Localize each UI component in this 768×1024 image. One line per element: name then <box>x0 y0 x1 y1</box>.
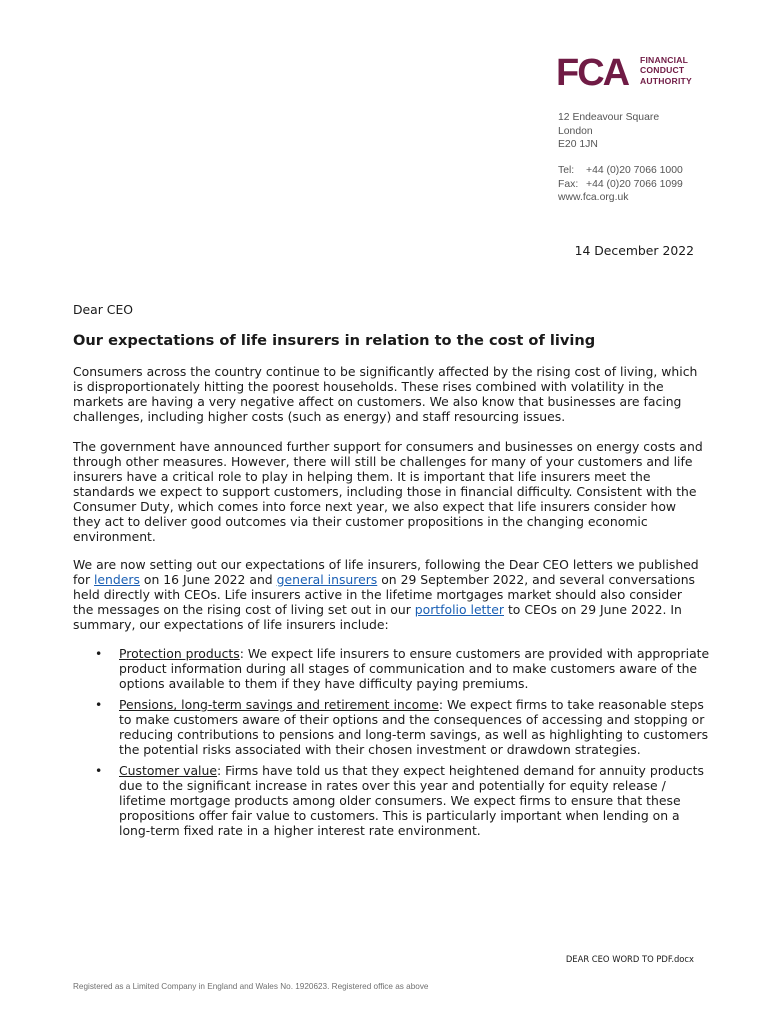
contact-block <box>558 164 683 205</box>
contact-fax <box>558 178 683 192</box>
fax-label: Fax: <box>558 178 579 190</box>
registration-footer: Registered as a Limited Company in England and Wales No. 1920623. Registered office as above <box>73 982 429 991</box>
list-item <box>73 697 713 757</box>
paragraph-3 <box>73 557 703 632</box>
paragraph-2: The government have announced further support for consumers and businesses on energy costs and through other measures. However, there will still be challenges for many of your customers and life insurers have a critical role to play in helping them. It is important that life insurers meet the standards we expect to support customers, including those in financial difficulty. Consistent with the Consumer Duty, which comes into force next year, we also expect that life insurers consider how they act to deliver good outcomes via their customer propositions in the changing economic environment. <box>73 439 703 544</box>
bullet-glyph: • <box>95 697 103 712</box>
bullet-glyph: • <box>95 646 103 661</box>
bullet-text: : We expect firms to take reasonable steps to make customers aware of their options and the consequences of accessing and stopping or reducing contributions to pensions and long-term savings, as well as highlighting to customers the potential risks associated with their chosen investment or drawdown strategies. <box>119 697 709 757</box>
paragraph-1: Consumers across the country continue to be significantly affected by the rising cost of living, which is disproportionately hitting the poorest households. These rises combined with volatility in the markets are having a very negative affect on customers. We also know that businesses are facing challenges, including higher costs (such as energy) and staff resourcing issues. <box>73 364 698 424</box>
address-line-street: 12 Endeavour Square <box>558 112 660 123</box>
portfolio-letter-link[interactable]: portfolio letter <box>414 602 504 617</box>
bullet-term: Protection products <box>119 646 240 661</box>
p3-text-1: We are now setting out our expectations of life insurers, following the Dear CEO letters we published for <box>73 557 699 587</box>
p3-text-2: on 16 June 2022 and <box>139 572 277 587</box>
bullet-term: Pensions, long-term savings and retirement income <box>119 697 439 712</box>
bullet-text: : We expect life insurers to ensure customers are provided with appropriate product information during all stages of communication and to make customers aware of the options available to them if they have difficulty paying premiums. <box>119 646 710 691</box>
fax-number: +44 (0)20 7066 1099 <box>586 178 683 190</box>
address-line-city: London <box>558 125 593 137</box>
tel-number: +44 (0)20 7066 1000 <box>586 165 683 176</box>
fca-logo-words <box>640 55 692 86</box>
address-block <box>558 111 659 152</box>
p3-text-3: on 29 September 2022, and several conversations held directly with CEOs. Life insurers active in the lifetime mortgages market should also consider the messages on the rising cost of living set out in our <box>73 572 696 617</box>
list-item <box>73 646 713 691</box>
p3-text-4: to CEOs on 29 June 2022. In summary, our expectations of life insurers include: <box>73 602 682 632</box>
fca-logo-mark: FCA <box>556 52 629 94</box>
fca-logo <box>556 54 698 92</box>
letter-heading: Our expectations of life insurers in relation to the cost of living <box>73 332 596 349</box>
letter-date: 14 December 2022 <box>574 243 694 258</box>
logo-word-financial: FINANCIAL <box>640 55 689 65</box>
bullet-term: Customer value <box>119 763 217 778</box>
logo-word-authority: AUTHORITY <box>640 75 692 86</box>
list-item <box>73 763 713 838</box>
logo-word-conduct: CONDUCT <box>640 65 685 76</box>
document-reference: DEAR CEO WORD TO PDF.docx <box>565 954 694 964</box>
bullet-text: : Firms have told us that they expect heightened demand for annuity products due to the significant increase in rates over this year and potentially for equity release / lifetime mortgage products among older consumers. We expect firms to ensure that these propositions offer fair value to customers. This is particularly important when lending on a long-term fixed rate in a higher interest rate environment. <box>119 763 704 838</box>
general-insurers-link[interactable]: general insurers <box>276 572 378 587</box>
lenders-link[interactable]: lenders <box>93 572 140 587</box>
address-line-postcode: E20 1JN <box>558 139 598 151</box>
expectations-list <box>73 646 713 844</box>
tel-label: Tel: <box>558 165 575 176</box>
salutation: Dear CEO <box>73 302 134 317</box>
bullet-glyph: • <box>95 763 103 778</box>
contact-tel <box>558 164 683 178</box>
contact-web: www.fca.org.uk <box>558 192 629 204</box>
